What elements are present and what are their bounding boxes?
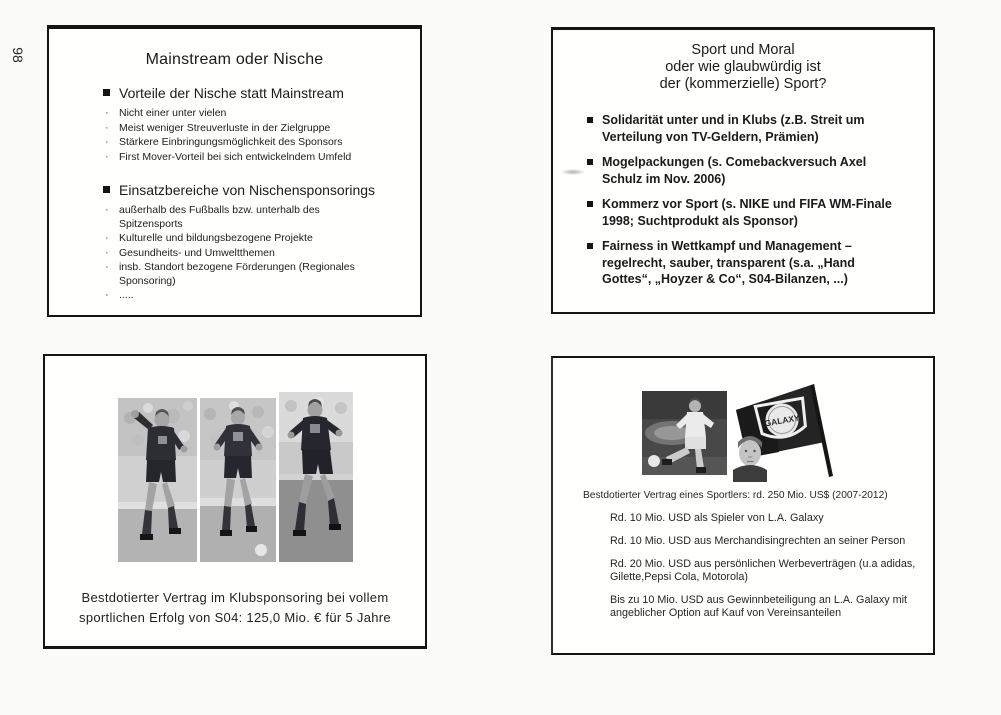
slide-caption (45, 588, 425, 627)
list-item-text: Rd. 10 Mio. USD aus Merchandisingrechten an seiner Person (610, 535, 906, 547)
dot-bullet-icon: · (105, 289, 109, 301)
page-number: 98 (10, 47, 26, 63)
square-bullet-icon (587, 159, 593, 165)
list-item (49, 247, 420, 261)
la-galaxy-flag-and-face-photo (726, 380, 848, 484)
square-bullet-icon (587, 201, 593, 207)
list-item (587, 238, 905, 288)
caption-line: sportlichen Erfolg von S04: 125,0 Mio. € für 5 Jahre (79, 609, 391, 625)
list-item-text: Kulturelle und bildungsbezogene Projekte (119, 232, 313, 244)
title-line: oder wie glaubwürdig ist (665, 59, 821, 75)
list-item (587, 154, 905, 187)
list-item (49, 122, 420, 136)
dot-bullet-icon: · (105, 121, 109, 134)
list-item-text: ..... (119, 289, 134, 301)
galaxy-flag-label: GALAXY (763, 412, 801, 429)
bullet-list (553, 112, 933, 288)
list-item (49, 136, 420, 150)
schalke-player-photo-3 (279, 392, 353, 562)
bullet-heading-label: Vorteile der Nische statt Mainstream (119, 85, 344, 101)
list-item-text: Stärkere Einbringungsmöglichkeit des Sponsors (119, 136, 343, 148)
list-item (49, 204, 420, 231)
dot-bullet-icon: · (105, 204, 109, 216)
scan-smudge-artifact (561, 169, 585, 175)
slide-sport-und-moral (551, 27, 935, 314)
bullet-heading (49, 181, 420, 199)
dot-bullet-icon: · (105, 150, 109, 163)
slide-sportler-vertrag (551, 356, 935, 655)
list-item-text: Gesundheits- und Umweltthemen (119, 246, 275, 259)
square-bullet-icon (103, 89, 110, 96)
slide-title (553, 42, 933, 93)
schalke-player-photo-1 (118, 398, 197, 562)
caption-line: Bestdotierter Vertrag im Klubsponsoring bei vollem (81, 590, 389, 605)
player-photo-row (45, 398, 425, 562)
square-bullet-icon (587, 243, 593, 249)
dot-bullet-icon: · (105, 136, 109, 148)
section-vorteile (49, 84, 420, 164)
section-einsatzbereiche (49, 181, 420, 303)
slide-klubsponsoring (43, 354, 427, 649)
list-item-text: Nicht einer unter vielen (119, 107, 227, 119)
schalke-player-photo-2 (200, 398, 276, 562)
list-item (587, 112, 905, 145)
list-item (49, 151, 420, 165)
dot-bullet-icon: · (105, 232, 109, 244)
bullet-heading-label: Einsatzbereiche von Nischensponsorings (119, 182, 376, 198)
list-item-text: Fairness in Wettkampf und Management – regelrecht, sauber, transparent (s.a. „Hand Gottes“, „Hoyzer & Co“, S04-Bilanzen, ...) (602, 239, 855, 286)
square-bullet-icon (587, 117, 593, 123)
slide-heading: Bestdotierter Vertrag eines Sportlers: rd. 250 Mio. US$ (2007-2012) (583, 490, 888, 501)
list-item-text: Mogelpackungen (s. Comebackversuch Axel Schulz im Nov. 2006) (602, 155, 867, 186)
list-item-text: Rd. 20 Mio. USD aus persönlichen Werbeverträgen (u.a adidas, Gilette,Pepsi Cola, Motorola) (610, 558, 916, 583)
list-item (587, 196, 905, 229)
list-item-text: Bis zu 10 Mio. USD aus Gewinnbeteiligung an L.A. Galaxy mit angeblicher Option auf Kauf von Vereinsanteilen (610, 594, 908, 619)
list-item (49, 232, 420, 246)
dot-bullet-icon: · (105, 261, 109, 273)
dot-bullet-icon: · (105, 107, 109, 119)
list-item-text: Kommerz vor Sport (s. NIKE und FIFA WM-Finale 1998; Suchtprodukt als Sponsor) (602, 197, 892, 228)
contract-detail-list (610, 512, 958, 630)
list-item-text: Solidarität unter und in Klubs (z.B. Streit um Verteilung von TV-Geldern, Prämien) (602, 113, 865, 144)
square-bullet-icon (103, 186, 110, 193)
slide-title: Mainstream oder Nische (145, 51, 324, 68)
list-item-text: First Mover-Vorteil bei sich entwickelndem Umfeld (119, 150, 352, 163)
dot-bullet-icon: · (105, 246, 109, 259)
title-line: der (kommerzielle) Sport? (659, 76, 827, 92)
beckham-kick-photo (642, 391, 727, 475)
list-item-text: insb. Standort bezogene Förderungen (Regionales Sponsoring) (119, 261, 355, 287)
list-item (49, 107, 420, 121)
list-item-text: Rd. 10 Mio. USD als Spieler von L.A. Galaxy (610, 512, 824, 524)
list-item-text: außerhalb des Fußballs bzw. unterhalb des Spitzensports (119, 204, 320, 230)
list-item (49, 261, 420, 288)
list-item-text: Meist weniger Streuverluste in der Zielgruppe (119, 121, 331, 134)
slide-mainstream-oder-nische (47, 25, 422, 317)
bullet-heading (49, 84, 420, 102)
title-line: Sport und Moral (691, 42, 795, 58)
list-item (49, 289, 420, 303)
